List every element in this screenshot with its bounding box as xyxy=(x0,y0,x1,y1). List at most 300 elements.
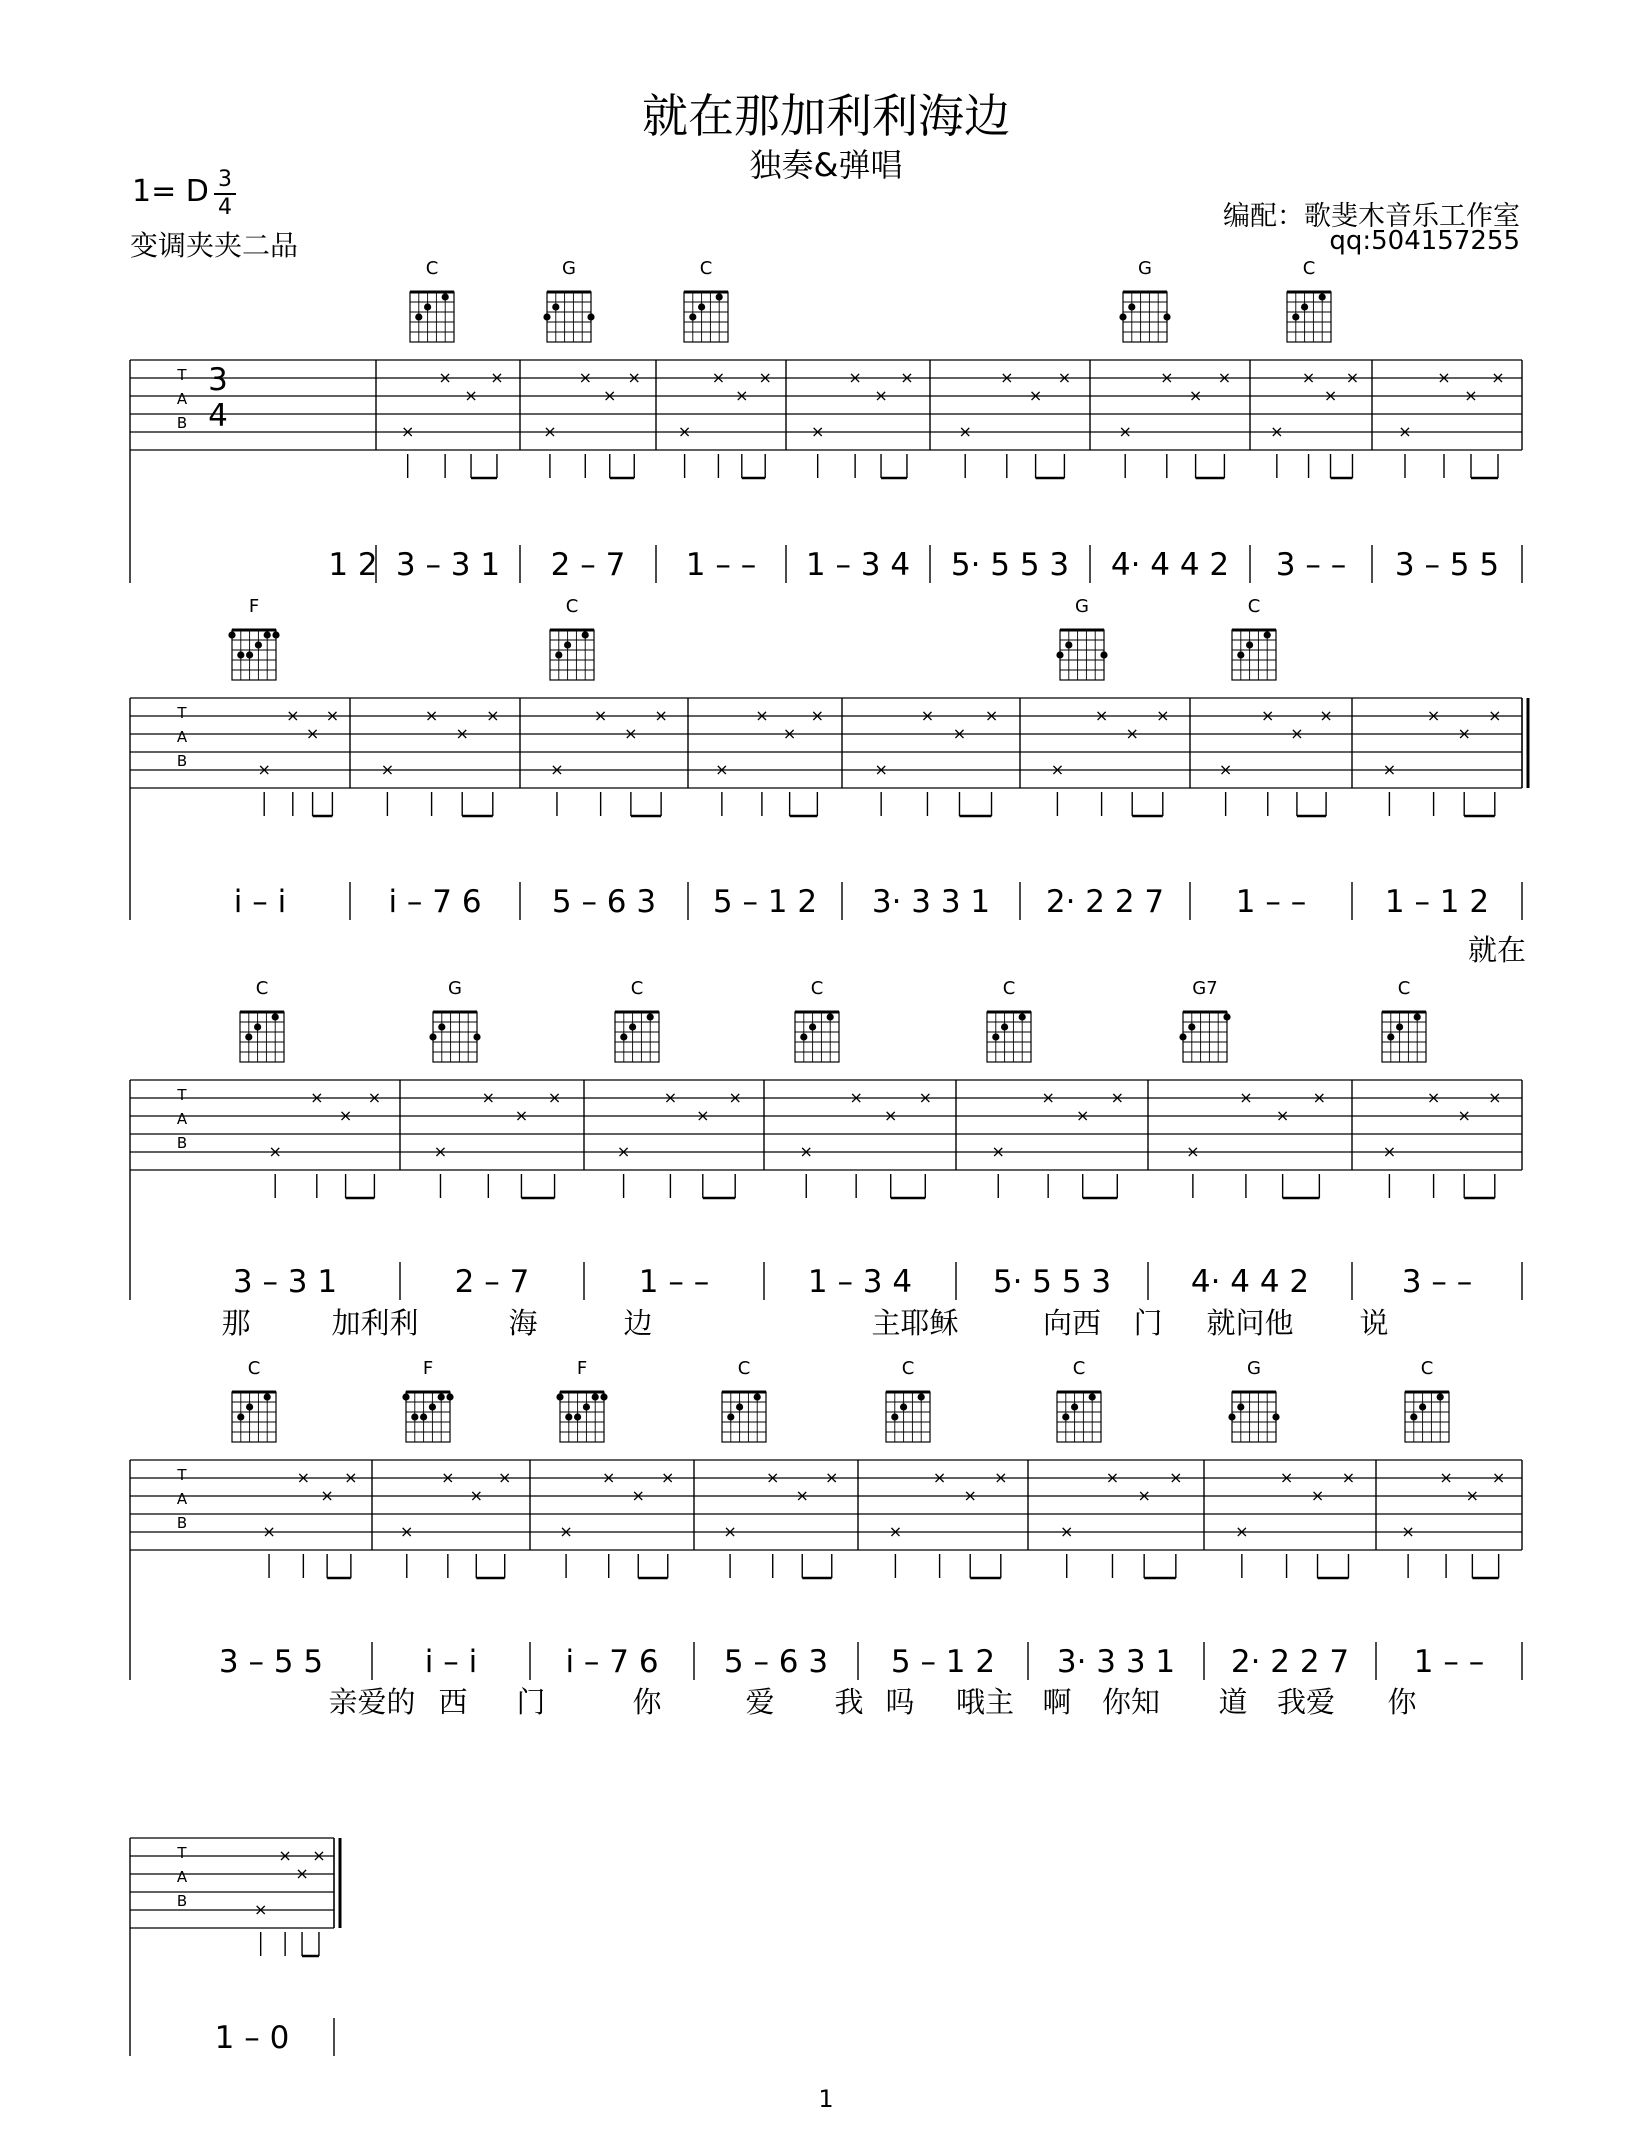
jianpu-measure: 5· 5 5 3 xyxy=(992,1264,1112,1300)
strum-mark: × xyxy=(455,724,469,743)
chord-finger-dot xyxy=(1071,1403,1078,1410)
chord-finger-dot xyxy=(429,1403,436,1410)
jianpu-measure: 3 – 5 5 xyxy=(218,1644,324,1680)
strum-mark: × xyxy=(1323,386,1338,405)
strum-mark: × xyxy=(1137,1486,1151,1505)
chord-finger-dot xyxy=(574,1413,581,1420)
tab-clef-letter: T xyxy=(177,704,187,722)
chord-finger-dot xyxy=(565,1413,572,1420)
strum-mark: × xyxy=(253,1900,268,1919)
strum-mark: × xyxy=(1398,422,1412,441)
chord-finger-dot xyxy=(1419,1403,1426,1410)
time-signature-bottom: 4 xyxy=(218,195,232,220)
strum-mark: × xyxy=(310,1088,324,1107)
chord-finger-dot xyxy=(1237,651,1244,658)
strum-mark: × xyxy=(1488,706,1502,725)
strum-mark: × xyxy=(380,760,395,779)
strum-mark: × xyxy=(958,422,972,441)
strum-mark: × xyxy=(1464,386,1478,405)
strum-mark: × xyxy=(758,368,772,387)
strum-mark: × xyxy=(1261,706,1275,725)
jianpu-measure: i – i xyxy=(424,1644,478,1680)
chord-finger-dot xyxy=(689,313,696,320)
tab-clef-letter: T xyxy=(177,366,187,384)
chord-finger-dot xyxy=(272,631,279,638)
strum-mark: × xyxy=(1290,724,1304,743)
jianpu-measure: 3 – 3 1 xyxy=(395,547,501,583)
strum-mark: × xyxy=(257,760,271,779)
strum-mark: × xyxy=(1312,1088,1327,1107)
strum-mark: × xyxy=(338,1106,353,1125)
jianpu-measure: 5 – 6 3 xyxy=(551,884,657,920)
lyric-text: 门 xyxy=(516,1685,546,1719)
chord-name: C xyxy=(1002,978,1016,999)
jianpu-measure: 5 – 1 2 xyxy=(712,884,818,920)
chord-finger-dot xyxy=(1414,1013,1421,1020)
strum-mark: × xyxy=(920,706,935,725)
strum-mark: × xyxy=(593,706,608,725)
chord-finger-dot xyxy=(587,313,594,320)
strum-mark: × xyxy=(603,386,617,405)
jianpu-measure: 3 – – xyxy=(1401,1264,1473,1300)
chord-finger-dot xyxy=(1396,1023,1403,1030)
chord-finger-dot xyxy=(438,1393,445,1400)
chord-finger-dot xyxy=(809,1023,816,1030)
strum-mark: × xyxy=(547,1088,562,1107)
strum-mark: × xyxy=(1426,1088,1441,1107)
strum-mark: × xyxy=(1301,368,1316,387)
chord-finger-dot xyxy=(1319,293,1326,300)
strum-mark: × xyxy=(825,1468,839,1487)
jianpu-measure: 3· 3 3 1 xyxy=(871,884,991,920)
chord-finger-dot xyxy=(1119,313,1126,320)
chord-finger-dot xyxy=(564,641,571,648)
chord-finger-dot xyxy=(1410,1413,1417,1420)
lyric-text: 就问他 xyxy=(1206,1306,1294,1340)
chord-finger-dot xyxy=(442,293,449,300)
strum-mark: × xyxy=(795,1486,809,1505)
strum-mark: × xyxy=(1310,1486,1325,1505)
strum-mark: × xyxy=(367,1088,382,1107)
strum-mark: × xyxy=(888,1522,903,1541)
chord-finger-dot xyxy=(583,1403,590,1410)
lyric-text: 那 xyxy=(221,1306,251,1340)
chord-name: C xyxy=(425,258,439,279)
song-subtitle: 独奏&弹唱 xyxy=(749,146,903,184)
tab-clef-letter: A xyxy=(176,1110,188,1128)
tab-clef-letter: T xyxy=(177,1466,187,1484)
jianpu-measure: 2 – 7 xyxy=(550,547,626,583)
chord-name: C xyxy=(1420,1358,1434,1379)
chord-finger-dot xyxy=(592,1393,599,1400)
chord-finger-dot xyxy=(254,1023,261,1030)
chord-finger-dot xyxy=(827,1013,834,1020)
chord-finger-dot xyxy=(255,641,262,648)
strum-mark: × xyxy=(400,1522,414,1541)
chord-finger-dot xyxy=(1237,1403,1244,1410)
jianpu-measure: 5 – 6 3 xyxy=(723,1644,829,1680)
chord-finger-dot xyxy=(1264,631,1271,638)
strum-mark: × xyxy=(755,706,769,725)
chord-name: G xyxy=(1247,1358,1261,1379)
chord-diagram xyxy=(1060,630,1104,680)
chord-finger-dot xyxy=(1100,651,1107,658)
chord-finger-dot xyxy=(424,303,431,310)
chord-diagram xyxy=(547,292,591,342)
jianpu-measure: 4· 4 4 2 xyxy=(1110,547,1230,583)
lyric-text: 我 xyxy=(834,1685,864,1719)
lyric-text: 爱 xyxy=(745,1685,775,1719)
strum-mark: × xyxy=(344,1468,358,1487)
chord-finger-dot xyxy=(698,303,705,310)
chord-finger-dot xyxy=(1301,303,1308,310)
strum-mark: × xyxy=(296,1468,311,1487)
chord-finger-dot xyxy=(1089,1393,1096,1400)
chord-diagram xyxy=(1183,1012,1227,1062)
strum-mark: × xyxy=(1110,1088,1124,1107)
strum-mark: × xyxy=(1000,368,1014,387)
time-signature-top: 3 xyxy=(218,167,232,192)
strum-mark: × xyxy=(1382,1142,1397,1161)
tab-clef-letter: B xyxy=(176,1514,188,1532)
chord-finger-dot xyxy=(228,631,235,638)
strum-mark: × xyxy=(1270,422,1284,441)
jianpu-measure: i – i xyxy=(233,884,287,920)
strum-mark: × xyxy=(1382,760,1397,779)
strum-mark: × xyxy=(1235,1522,1249,1541)
chord-finger-dot xyxy=(264,631,271,638)
strum-mark: × xyxy=(1156,706,1170,725)
lyric-text: 哦主 xyxy=(955,1685,1015,1719)
jianpu-measure: 2 – 7 xyxy=(454,1264,530,1300)
chord-finger-dot xyxy=(272,1013,279,1020)
strum-mark: × xyxy=(1457,1106,1471,1125)
strum-mark: × xyxy=(918,1088,932,1107)
strum-mark: × xyxy=(616,1142,631,1161)
strum-mark: × xyxy=(1050,760,1065,779)
chord-name: C xyxy=(1397,978,1411,999)
chord-finger-dot xyxy=(1179,1033,1186,1040)
jianpu-measure: 1 – 3 4 xyxy=(805,547,911,583)
strum-mark: × xyxy=(1028,386,1043,405)
strum-mark: × xyxy=(1465,1486,1480,1505)
lyric-text: 啊 xyxy=(1042,1685,1072,1719)
jianpu-measure: 3 – 3 1 xyxy=(232,1264,338,1300)
chord-finger-dot xyxy=(473,1033,480,1040)
lyric-text: 向西 xyxy=(1042,1306,1102,1340)
chord-name: C xyxy=(630,978,644,999)
strum-mark: × xyxy=(1169,1468,1183,1487)
chord-finger-dot xyxy=(556,1393,563,1400)
chord-finger-dot xyxy=(438,1023,445,1030)
strum-mark: × xyxy=(735,386,749,405)
chord-finger-dot xyxy=(647,1013,654,1020)
jianpu-measure: 5· 5 5 3 xyxy=(950,547,1070,583)
chord-name: G xyxy=(562,258,576,279)
chord-finger-dot xyxy=(555,651,562,658)
lyric-text: 就在 xyxy=(1467,933,1527,967)
strum-mark: × xyxy=(1041,1088,1055,1107)
lyric-text: 门 xyxy=(1133,1306,1163,1340)
chord-finger-dot xyxy=(237,1413,244,1420)
tab-clef-letter: B xyxy=(176,1892,188,1910)
lyric-text: 说 xyxy=(1359,1306,1389,1340)
chord-finger-dot xyxy=(1056,651,1063,658)
strum-mark: × xyxy=(1188,386,1203,405)
jianpu-measure: 1 – – xyxy=(1235,884,1307,920)
chord-name: C xyxy=(255,978,269,999)
chord-name: F xyxy=(576,1358,588,1379)
chord-finger-dot xyxy=(1163,313,1170,320)
lyric-text: 道 xyxy=(1218,1685,1248,1719)
tab-clef-letter: B xyxy=(176,1134,188,1152)
chord-finger-dot xyxy=(1272,1413,1279,1420)
chord-finger-dot xyxy=(246,1403,253,1410)
strum-mark: × xyxy=(1341,1468,1356,1487)
strum-mark: × xyxy=(1319,706,1333,725)
strum-mark: × xyxy=(1439,1468,1453,1487)
tab-time-top: 3 xyxy=(208,362,228,398)
strum-mark: × xyxy=(1457,724,1471,743)
strum-mark: × xyxy=(305,724,320,743)
strum-mark: × xyxy=(874,386,888,405)
chord-finger-dot xyxy=(800,1033,807,1040)
chord-finger-dot xyxy=(716,293,723,300)
strum-mark: × xyxy=(654,706,668,725)
chord-finger-dot xyxy=(415,313,422,320)
chord-finger-dot xyxy=(429,1033,436,1040)
chord-finger-dot xyxy=(246,651,253,658)
strum-mark: × xyxy=(900,368,914,387)
strum-mark: × xyxy=(1118,422,1132,441)
jianpu-measure: 3 – – xyxy=(1275,547,1347,583)
strum-mark: × xyxy=(984,706,999,725)
strum-mark: × xyxy=(677,422,692,441)
strum-mark: × xyxy=(874,760,888,779)
jianpu-measure: 2· 2 2 7 xyxy=(1045,884,1165,920)
strum-mark: × xyxy=(1275,1106,1290,1125)
strum-mark: × xyxy=(810,422,825,441)
chord-name: C xyxy=(699,258,713,279)
chord-finger-dot xyxy=(918,1393,925,1400)
strum-mark: × xyxy=(1345,368,1360,387)
chord-finger-dot xyxy=(1246,641,1253,648)
strum-mark: × xyxy=(469,1486,483,1505)
strum-mark: × xyxy=(766,1468,780,1487)
lyric-text: 吗 xyxy=(885,1685,915,1719)
strum-mark: × xyxy=(810,706,825,725)
jianpu-measure: 1 – 3 4 xyxy=(807,1264,913,1300)
capo-note: 变调夹夹二品 xyxy=(130,229,299,262)
strum-mark: × xyxy=(799,1142,813,1161)
strum-mark: × xyxy=(486,706,500,725)
chord-name: F xyxy=(248,596,260,617)
strum-mark: × xyxy=(1491,1468,1506,1487)
chord-finger-dot xyxy=(900,1403,907,1410)
chord-finger-dot xyxy=(736,1403,743,1410)
strum-mark: × xyxy=(433,1142,448,1161)
jianpu-measure: 1 – – xyxy=(1413,1644,1485,1680)
strum-mark: × xyxy=(1057,368,1072,387)
song-title: 就在那加利利海边 xyxy=(642,89,1010,143)
chord-diagram xyxy=(1232,1392,1276,1442)
strum-mark: × xyxy=(1076,1106,1090,1125)
lyric-text: 亲爱的 xyxy=(328,1685,416,1719)
chord-finger-dot xyxy=(1223,1013,1230,1020)
chord-finger-dot xyxy=(446,1393,453,1400)
strum-mark: × xyxy=(1218,760,1233,779)
strum-mark: × xyxy=(464,386,478,405)
chord-finger-dot xyxy=(420,1413,427,1420)
lyric-text: 加利利 xyxy=(331,1306,419,1340)
strum-mark: × xyxy=(631,1486,645,1505)
arranger-credit: 编配：歌斐木音乐工作室 xyxy=(1223,201,1520,232)
chord-finger-dot xyxy=(891,1413,898,1420)
tab-clef-letter: B xyxy=(176,414,188,432)
tab-clef-letter: B xyxy=(176,752,188,770)
lyric-text: 边 xyxy=(623,1306,653,1340)
strum-mark: × xyxy=(424,706,439,725)
strum-mark: × xyxy=(1105,1468,1120,1487)
strum-mark: × xyxy=(1491,368,1505,387)
strum-mark: × xyxy=(559,1522,573,1541)
tab-clef-letter: A xyxy=(176,390,188,408)
strum-mark: × xyxy=(1279,1468,1294,1487)
strum-mark: × xyxy=(295,1864,309,1883)
lyric-text: 主耶稣 xyxy=(871,1306,959,1340)
chord-finger-dot xyxy=(629,1023,636,1030)
chord-finger-dot xyxy=(1128,303,1135,310)
strum-mark: × xyxy=(728,1088,742,1107)
chord-finger-dot xyxy=(1387,1033,1394,1040)
chord-finger-dot xyxy=(1065,641,1072,648)
jianpu-measure: 2· 2 2 7 xyxy=(1230,1644,1350,1680)
chord-finger-dot xyxy=(245,1033,252,1040)
strum-mark: × xyxy=(994,1468,1008,1487)
strum-mark: × xyxy=(1488,1088,1502,1107)
jianpu-measure: i – 7 6 xyxy=(388,884,482,920)
contact-qq: qq:504157255 xyxy=(1329,226,1520,256)
strum-mark: × xyxy=(438,368,452,387)
chord-name: C xyxy=(901,1358,915,1379)
strum-mark: × xyxy=(1125,724,1139,743)
chord-finger-dot xyxy=(402,1393,409,1400)
chord-name: C xyxy=(810,978,824,999)
strum-mark: × xyxy=(278,1846,292,1865)
chord-finger-dot xyxy=(1228,1413,1235,1420)
strum-mark: × xyxy=(723,1522,737,1541)
strum-mark: × xyxy=(1217,368,1232,387)
strum-mark: × xyxy=(849,1088,863,1107)
strum-mark: × xyxy=(661,1468,675,1487)
strum-mark: × xyxy=(991,1142,1005,1161)
chord-name: C xyxy=(1072,1358,1086,1379)
chord-finger-dot xyxy=(1437,1393,1444,1400)
strum-mark: × xyxy=(441,1468,455,1487)
strum-mark: × xyxy=(1426,706,1441,725)
jianpu-measure: 1 – – xyxy=(685,547,757,583)
strum-mark: × xyxy=(578,368,592,387)
chord-name: C xyxy=(737,1358,751,1379)
jianpu-measure: 1 2 xyxy=(328,547,378,583)
chord-finger-dot xyxy=(552,303,559,310)
jianpu-measure: 1 – – xyxy=(638,1264,710,1300)
strum-mark: × xyxy=(400,422,415,441)
chord-name: F xyxy=(422,1358,434,1379)
tab-clef-letter: A xyxy=(176,1868,188,1886)
strum-mark: × xyxy=(711,368,726,387)
strum-mark: × xyxy=(696,1106,710,1125)
strum-mark: × xyxy=(1094,706,1109,725)
chord-finger-dot xyxy=(1001,1023,1008,1030)
chord-finger-dot xyxy=(237,651,244,658)
jianpu-measure: 5 – 1 2 xyxy=(890,1644,996,1680)
chord-name: G xyxy=(1138,258,1152,279)
tab-clef-letter: A xyxy=(176,1490,188,1508)
strum-mark: × xyxy=(268,1142,282,1161)
jianpu-measure: 4· 4 4 2 xyxy=(1190,1264,1310,1300)
chord-finger-dot xyxy=(620,1033,627,1040)
chord-name: C xyxy=(1247,596,1261,617)
chord-finger-dot xyxy=(582,631,589,638)
lyric-text: 海 xyxy=(508,1306,538,1340)
strum-mark: × xyxy=(715,760,729,779)
strum-mark: × xyxy=(932,1468,947,1487)
lyric-text: 西 xyxy=(438,1685,468,1719)
strum-mark: × xyxy=(627,368,641,387)
chord-name: C xyxy=(565,596,579,617)
chord-finger-dot xyxy=(754,1393,761,1400)
strum-mark: × xyxy=(782,724,797,743)
chord-finger-dot xyxy=(1062,1413,1069,1420)
tab-clef-letter: T xyxy=(177,1844,187,1862)
strum-mark: × xyxy=(550,760,564,779)
chord-finger-dot xyxy=(992,1033,999,1040)
strum-mark: × xyxy=(1186,1142,1200,1161)
chord-name: G xyxy=(448,978,462,999)
jianpu-measure: 3 – 5 5 xyxy=(1394,547,1500,583)
chord-diagram xyxy=(1123,292,1167,342)
strum-mark: × xyxy=(1401,1522,1415,1541)
chord-finger-dot xyxy=(543,313,550,320)
chord-name: C xyxy=(247,1358,261,1379)
chord-finger-dot xyxy=(727,1413,734,1420)
strum-mark: × xyxy=(963,1486,977,1505)
strum-mark: × xyxy=(498,1468,512,1487)
lyric-text: 你 xyxy=(1387,1685,1417,1719)
strum-mark: × xyxy=(286,706,300,725)
lyric-text: 你 xyxy=(632,1685,662,1719)
strum-mark: × xyxy=(1060,1522,1074,1541)
chord-finger-dot xyxy=(1292,313,1299,320)
jianpu-measure: 1 – 1 2 xyxy=(1384,884,1490,920)
lyric-text: 你知 xyxy=(1101,1685,1161,1719)
strum-mark: × xyxy=(490,368,504,387)
chord-diagram xyxy=(433,1012,477,1062)
key-signature: 1= D xyxy=(132,174,209,209)
chord-name: C xyxy=(1302,258,1316,279)
strum-mark: × xyxy=(624,724,638,743)
chord-name: G xyxy=(1075,596,1089,617)
strum-mark: × xyxy=(952,724,967,743)
chord-finger-dot xyxy=(264,1393,271,1400)
tab-time-bottom: 4 xyxy=(208,398,228,434)
strum-mark: × xyxy=(1160,368,1174,387)
tab-clef-letter: T xyxy=(177,1086,187,1104)
strum-mark: × xyxy=(663,1088,678,1107)
chord-finger-dot xyxy=(1188,1023,1195,1030)
strum-mark: × xyxy=(1239,1088,1253,1107)
